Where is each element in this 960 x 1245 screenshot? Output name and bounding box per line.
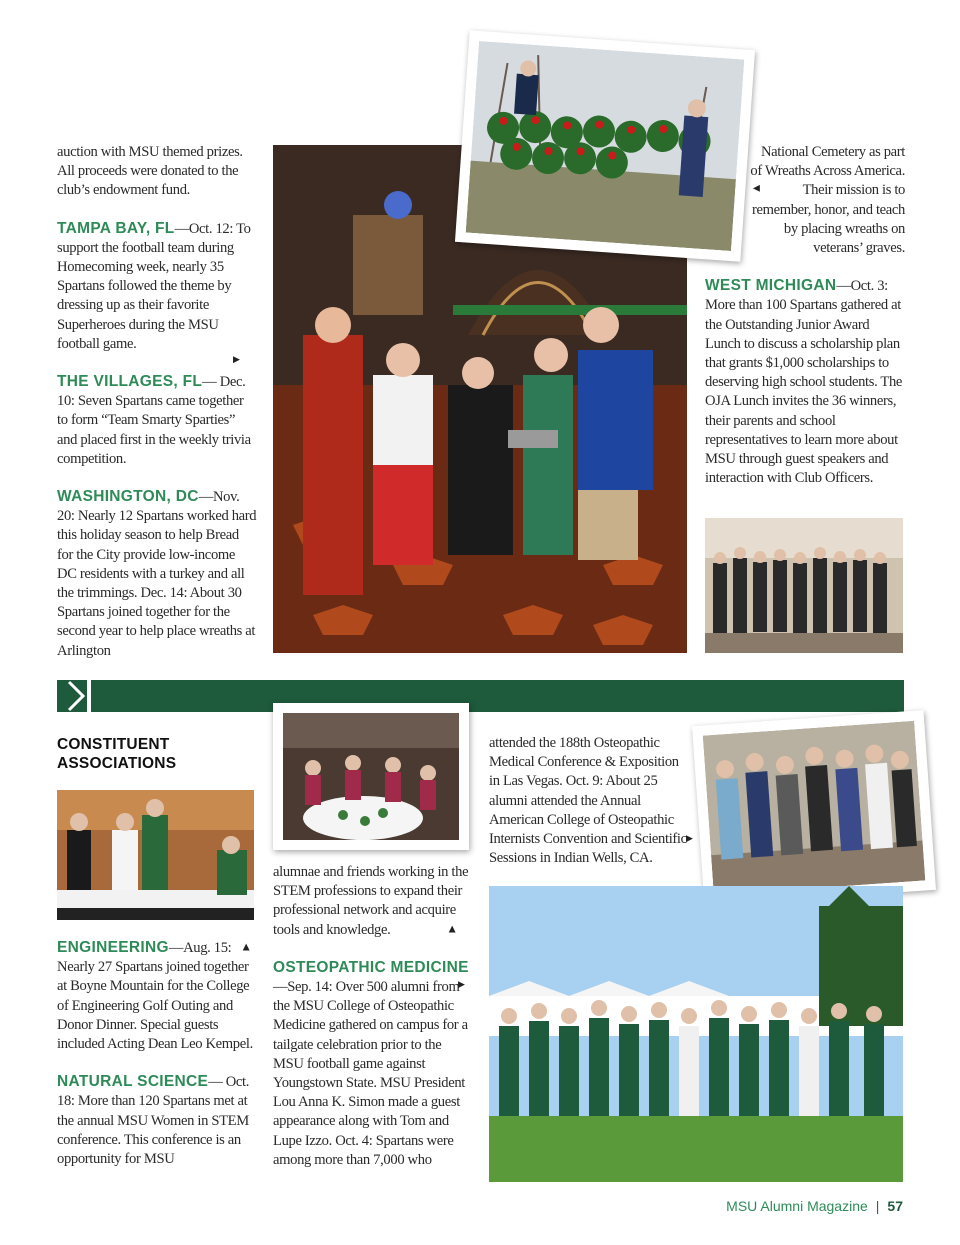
- engineering-heading: ENGINEERING: [57, 939, 169, 956]
- wreaths-text-wrap: [705, 143, 753, 259]
- left-top-column: [57, 143, 257, 661]
- engineering-photo-image: [57, 790, 254, 920]
- tampa-bay-entry: [57, 219, 257, 354]
- page-number: 57: [887, 1198, 903, 1214]
- osteopathic-text: —Sep. 14: Over 500 alumni from the MSU College of Osteopathic Medicine gathered on campus for a tailgate celebration prior to the MSU football game against Youngstown State. MSU President Lou Anna K. Simon made a guest appearance along with Tom and Lupe Izzo. Oct. 4: Spartans were among more than 7,000 who: [273, 979, 468, 1168]
- triangle-pointer-icon: ▶: [447, 925, 458, 933]
- natural-science-entry: [57, 1072, 257, 1169]
- washington-dc-heading: WASHINGTON, DC: [57, 488, 199, 506]
- tampa-bay-heading: TAMPA BAY, FL: [57, 219, 175, 237]
- page-footer: [726, 1198, 903, 1214]
- triangle-pointer-icon: ▶: [233, 355, 240, 365]
- west-michigan-entry: [705, 276, 905, 488]
- section-title-line1: CONSTITUENT: [57, 736, 170, 753]
- the-villages-entry: [57, 372, 257, 469]
- stem-continued-text: alumnae and friends working in the STEM professions to expand their professional network and acquire tools and knowledge.: [273, 864, 469, 938]
- tailgate-photo-image: [489, 886, 903, 1182]
- washington-dc-entry: [57, 487, 257, 661]
- tailgate-photo: [489, 886, 903, 1182]
- osteopathic-continued-text: attended the 188th Osteopathic Medical Conference & Exposition in Las Vegas. Oct. 9: About 25 alumni attended the Annual American College of Osteopathic Internists Convention and Scientific Sessions in Indian Wells, CA.: [489, 735, 687, 867]
- triangle-pointer-icon: ▶: [686, 834, 693, 844]
- club-intro-text: auction with MSU themed prizes. All proceeds were donated to the club’s endowment fund.: [57, 144, 243, 199]
- footer-separator: |: [875, 1198, 880, 1214]
- the-villages-text: — Dec. 10: Seven Spartans came together to form “Team Smarty Sparties” and placed first in the weekly trivia competition.: [57, 374, 251, 467]
- right-top-column: [705, 143, 905, 488]
- natural-science-text: — Oct. 18: More than 120 Spartans met at the annual MSU Women in STEM conference. This conference is an opportunity for MSU: [57, 1074, 250, 1168]
- engineering-text: —Aug. 15: Nearly 27 Spartans joined together at Boyne Mountain for the College of Engineering Golf Outing and Donor Dinner. Special guests included Acting Dean Leo Kempel.: [57, 940, 253, 1053]
- the-villages-heading: THE VILLAGES, FL: [57, 373, 203, 391]
- washington-dc-text: —Nov. 20: Nearly 12 Spartans worked hard this holiday season to help Bread for the City provide low-income DC residents with a turkey and all the trimmings. Dec. 14: About 30 Spartans joined together for the second year to help place wreaths at Arlington: [57, 489, 257, 659]
- engineering-photo: [57, 790, 254, 920]
- osteopathic-entry: [273, 958, 471, 1170]
- engineering-entry: [57, 938, 257, 1054]
- osteopathic-heading: OSTEOPATHIC MEDICINE: [273, 958, 469, 976]
- section-title-line2: ASSOCIATIONS: [57, 755, 177, 772]
- banquet-photo-image: [283, 713, 459, 840]
- middle-bottom-column: [273, 863, 471, 1170]
- section-band: [57, 680, 904, 712]
- conference-photo-frame: [692, 710, 936, 906]
- west-michigan-photo-image: [705, 518, 903, 653]
- natural-science-heading: NATURAL SCIENCE: [57, 1073, 209, 1091]
- triangle-pointer-icon: ▶: [241, 943, 252, 951]
- section-title: [57, 735, 176, 773]
- arlington-continued-text: National Cemetery as part of Wreaths Across America. Their mission is to remember, honor, and teach by placing wreaths on veterans’ graves.: [750, 144, 905, 257]
- chevron-right-icon: [57, 680, 91, 712]
- triangle-pointer-icon: ▶: [458, 980, 465, 990]
- west-michigan-text: —Oct. 3: More than 100 Spartans gathered at the Outstanding Junior Award Lunch to discuss a scholarship plan that grants $1,000 scholarships to deserving high school students. The OJA Lunch invites the 36 winners, their parents and school representatives to learn more about MSU through guest speakers and interaction with Club Officers.: [705, 278, 903, 487]
- west-michigan-photo: [705, 518, 903, 653]
- wreaths-photo-image: [466, 41, 745, 251]
- left-bottom-column: [57, 938, 257, 1169]
- west-michigan-heading: WEST MICHIGAN: [705, 277, 837, 295]
- right-bottom-column: [489, 734, 691, 868]
- banquet-photo-frame: [273, 703, 469, 850]
- magazine-name: MSU Alumni Magazine: [726, 1198, 868, 1214]
- tampa-bay-text: —Oct. 12: To support the football team during Homecoming week, nearly 35 Spartans followed the theme by dressing up as their favorite Superheroes during the MSU football game.: [57, 220, 251, 352]
- conference-photo-image: [703, 721, 926, 895]
- triangle-pointer-icon: ▶: [753, 183, 760, 193]
